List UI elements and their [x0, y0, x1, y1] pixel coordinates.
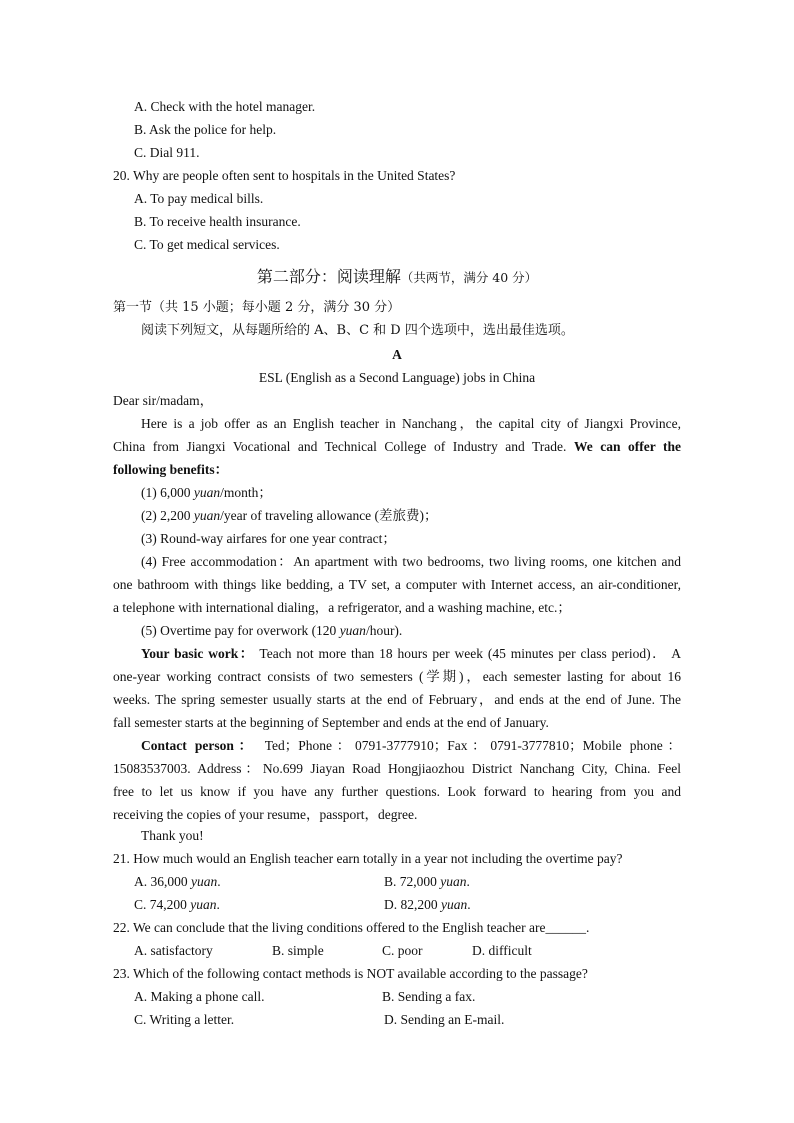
q19-option-a: A. Check with the hotel manager. [134, 99, 316, 114]
benefit-text: /month； [220, 485, 272, 500]
q23-option-a: A. Making a phone call. [134, 989, 265, 1004]
benefit-unit: yuan [193, 485, 221, 500]
benefit-text: (1) 6,000 [141, 485, 194, 500]
benefit-item [141, 484, 272, 502]
benefit-unit: yuan [193, 508, 221, 523]
part2-title: 第二部分：阅读理解 [256, 267, 401, 286]
work-line: fall semester starts at the beginning of September and ends at the end of January. [113, 715, 549, 730]
q21-option-b [384, 873, 470, 891]
work-label: Your basic work： [141, 646, 255, 661]
work-text: Teach not more than 18 hours per week (45 minutes per class period)． A [254, 646, 682, 661]
option-unit: yuan [190, 897, 217, 912]
contact-line: free to let us know if you have any further questions. Look forward to hearing from you and [113, 784, 681, 799]
benefit-text: (5) Overtime pay for overwork (120 [141, 623, 340, 638]
q22-option-d: D. difficult [472, 943, 532, 958]
q23-option-c: C. Writing a letter. [134, 1012, 235, 1027]
q21-option-c [134, 896, 220, 914]
paragraph-1-text: China from Jiangxi Vocational and Technical College of Industry and Trade. [113, 439, 574, 454]
benefit-item [141, 507, 438, 525]
paragraph-1-line: Here is a job offer as an English teacher in Nanchang，the capital city of Jiangxi Province, [141, 416, 681, 431]
work-line: one-year working contract consists of two semesters (学期)，each semester lasting for about 16 [113, 669, 681, 684]
work-line [141, 645, 681, 663]
contact-text: Ted；Phone：0791-3777910；Fax：0791-3777810；Mobile phone： [256, 738, 681, 753]
q23-option-d: D. Sending an E-mail. [384, 1012, 505, 1027]
contact-label: Contact person： [141, 738, 257, 753]
q20-stem: 20. Why are people often sent to hospitals in the United States? [113, 168, 456, 183]
option-text: . [467, 897, 471, 912]
option-unit: yuan [191, 874, 218, 889]
work-line: weeks. The spring semester usually starts at the end of February，and ends at the end of June. The [113, 692, 681, 707]
benefit-text: /hour). [365, 623, 403, 638]
contact-line: receiving the copies of your resume，passport，degree. [113, 807, 418, 822]
q22-option-b: B. simple [272, 943, 324, 958]
passage-letter: A [392, 347, 402, 362]
benefit-item-cont: one bathroom with things like bedding, a TV set, a computer with Internet access, an air-conditioner, [113, 577, 681, 592]
q21-option-d [384, 896, 471, 914]
q19-option-b: B. Ask the police for help. [134, 122, 277, 137]
benefit-text: /year of traveling allowance (差旅费)； [220, 508, 438, 523]
paragraph-1-line [113, 438, 681, 456]
q22-option-c: C. poor [382, 943, 423, 958]
q20-option-c: C. To get medical services. [134, 237, 280, 252]
option-text: D. 82,200 [384, 897, 441, 912]
benefit-unit: yuan [339, 623, 366, 638]
q22-option-a: A. satisfactory [134, 943, 213, 958]
option-unit: yuan [440, 874, 467, 889]
contact-line [141, 737, 681, 755]
option-text: C. 74,200 [134, 897, 191, 912]
option-text: . [466, 874, 470, 889]
q23-option-b: B. Sending a fax. [382, 989, 476, 1004]
benefit-text: (2) 2,200 [141, 508, 194, 523]
benefit-item: (4) Free accommodation：An apartment with two bedrooms, two living rooms, one kitchen and [141, 554, 681, 569]
benefits-intro: We can offer the [573, 439, 681, 454]
section1-instruction: 阅读下列短文，从每题所给的 A、B、C 和 D 四个选项中，选出最佳选项。 [141, 323, 574, 338]
option-text: . [216, 897, 220, 912]
part2-title-note: （共两节，满分 40 分） [400, 270, 538, 285]
benefit-item-cont: a telephone with international dialing，a refrigerator, and a washing machine, etc.； [113, 600, 571, 615]
q21-stem: 21. How much would an English teacher earn totally in a year not including the overtime pay? [113, 851, 623, 866]
q23-stem: 23. Which of the following contact methods is NOT available according to the passage? [113, 966, 588, 981]
q20-option-a: A. To pay medical bills. [134, 191, 264, 206]
q21-option-a [134, 873, 221, 891]
section1-heading: 第一节（共 15 小题；每小题 2 分，满分 30 分） [113, 300, 401, 315]
option-text: A. 36,000 [134, 874, 191, 889]
option-text: B. 72,000 [384, 874, 441, 889]
benefit-item [141, 622, 402, 640]
contact-line: 15083537003. Address：No.699 Jiayan Road Hongjiaozhou District Nanchang City, China. Feel [113, 761, 681, 776]
passage-title: ESL (English as a Second Language) jobs in China [258, 370, 536, 385]
option-text: . [217, 874, 221, 889]
part2-heading [113, 268, 681, 288]
q19-option-c: C. Dial 911. [134, 145, 200, 160]
q20-option-b: B. To receive health insurance. [134, 214, 301, 229]
benefits-label: following benefits： [113, 462, 229, 477]
passage-greeting: Dear sir/madam， [113, 393, 214, 408]
benefit-item: (3) Round-way airfares for one year contract； [141, 531, 396, 546]
option-unit: yuan [441, 897, 468, 912]
closing-text: Thank you! [141, 828, 204, 843]
q22-stem: 22. We can conclude that the living conditions offered to the English teacher are______. [113, 920, 590, 935]
